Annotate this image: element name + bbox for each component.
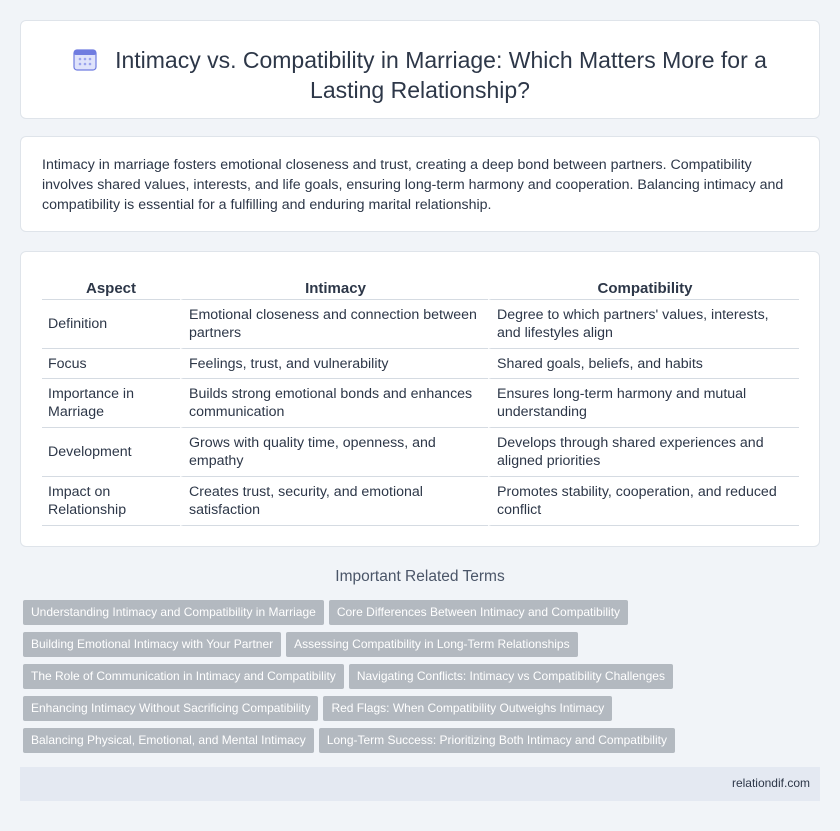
table-header-row bbox=[42, 276, 799, 300]
tag-row bbox=[23, 600, 823, 632]
table-cell: Degree to which partners' values, interests, and lifestyles align bbox=[488, 300, 799, 349]
table-row bbox=[42, 349, 799, 379]
related-term-tag[interactable]: Understanding Intimacy and Compatibility in Marriage bbox=[23, 600, 324, 625]
table-cell: Focus bbox=[42, 349, 180, 379]
related-term-tag[interactable]: The Role of Communication in Intimacy and Compatibility bbox=[23, 664, 344, 689]
table-row bbox=[42, 428, 799, 477]
tag-row bbox=[23, 696, 823, 728]
table-cell: Definition bbox=[42, 300, 180, 349]
table-cell: Emotional closeness and connection between partners bbox=[180, 300, 488, 349]
table-cell: Impact on Relationship bbox=[42, 477, 180, 526]
table-row bbox=[42, 477, 799, 526]
related-term-tag[interactable]: Assessing Compatibility in Long-Term Relationships bbox=[286, 632, 577, 657]
table-cell: Creates trust, security, and emotional satisfaction bbox=[180, 477, 488, 526]
header-compatibility: Compatibility bbox=[488, 276, 799, 300]
table-cell: Importance in Marriage bbox=[42, 379, 180, 428]
related-term-tag[interactable]: Balancing Physical, Emotional, and Mental Intimacy bbox=[23, 728, 314, 753]
table-row bbox=[42, 379, 799, 428]
intro-card bbox=[20, 136, 820, 232]
related-term-tag[interactable]: Navigating Conflicts: Intimacy vs Compatibility Challenges bbox=[349, 664, 673, 689]
title-card bbox=[20, 20, 820, 119]
footer-site-link[interactable]: relationdif.com bbox=[731, 776, 810, 790]
table-cell: Ensures long-term harmony and mutual understanding bbox=[488, 379, 799, 428]
related-term-tag[interactable]: Enhancing Intimacy Without Sacrificing Compatibility bbox=[23, 696, 318, 721]
related-term-tag[interactable]: Red Flags: When Compatibility Outweighs Intimacy bbox=[323, 696, 612, 721]
calendar-icon bbox=[73, 49, 97, 71]
related-term-tag[interactable]: Core Differences Between Intimacy and Compatibility bbox=[329, 600, 628, 625]
comparison-card bbox=[20, 251, 820, 547]
table-cell: Builds strong emotional bonds and enhances communication bbox=[180, 379, 488, 428]
table-cell: Develops through shared experiences and aligned priorities bbox=[488, 428, 799, 477]
table-cell: Grows with quality time, openness, and empathy bbox=[180, 428, 488, 477]
page-title-text: Intimacy vs. Compatibility in Marriage: Which Matters More for a Lasting Relationship? bbox=[115, 47, 767, 103]
related-terms-list bbox=[23, 600, 823, 760]
table-row bbox=[42, 300, 799, 349]
tag-row bbox=[23, 728, 823, 760]
comparison-table bbox=[42, 276, 799, 526]
header-intimacy: Intimacy bbox=[180, 276, 488, 300]
table-cell: Shared goals, beliefs, and habits bbox=[488, 349, 799, 379]
related-term-tag[interactable]: Building Emotional Intimacy with Your Partner bbox=[23, 632, 281, 657]
related-terms-heading: Important Related Terms bbox=[335, 568, 505, 585]
related-term-tag[interactable]: Long-Term Success: Prioritizing Both Intimacy and Compatibility bbox=[319, 728, 675, 753]
header-aspect: Aspect bbox=[42, 276, 180, 300]
tag-row bbox=[23, 632, 823, 664]
page-title bbox=[51, 45, 789, 105]
table-cell: Development bbox=[42, 428, 180, 477]
table-cell: Feelings, trust, and vulnerability bbox=[180, 349, 488, 379]
table-cell: Promotes stability, cooperation, and reduced conflict bbox=[488, 477, 799, 526]
footer-bar bbox=[20, 767, 820, 801]
tag-row bbox=[23, 664, 823, 696]
intro-paragraph: Intimacy in marriage fosters emotional closeness and trust, creating a deep bond between partners. Compatibility involves shared values, interests, and life goals, ensuring long-term harmony and cooperation. Balancing intimacy and compatibility is essential for a fulfilling and enduring marital relationship. bbox=[42, 157, 784, 213]
